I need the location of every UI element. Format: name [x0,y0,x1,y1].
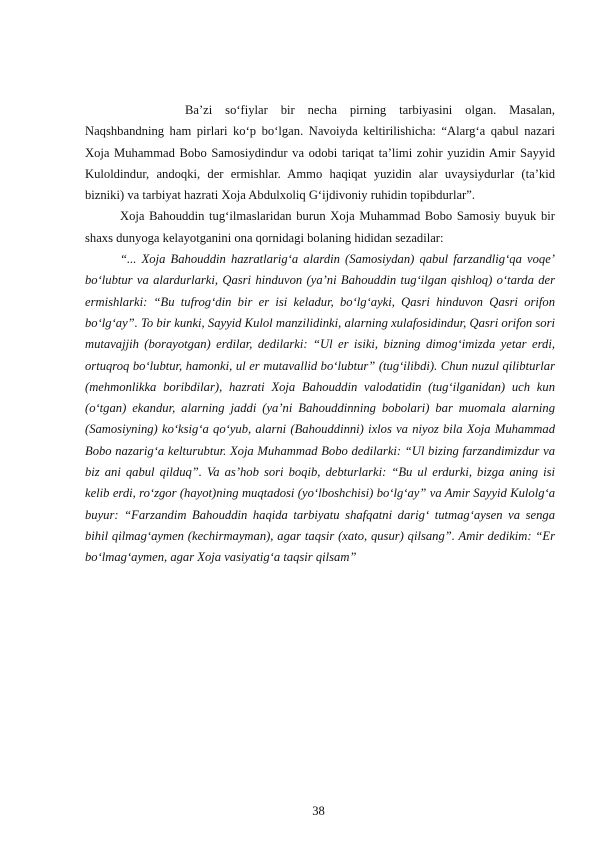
page-number: 38 [312,804,325,818]
body-text [85,100,555,569]
paragraph-2: Xoja Bahouddin tugʻilmaslaridan burun Xoja Muhammad Bobo Samosiy buyuk bir shaxs dunyoga kelayotganini ona qornidagi bolaning hididan sezadilar: [85,209,555,245]
paragraph-3-quote: “... Xoja Bahouddin hazratlarigʻa alardin (Samosiydan) qabul farzandligʻqa voqeʼ boʻlubtur va alardurlarki, Qasri hinduvon (yaʼni Bahouddin tugʻilgan qishloq) oʻtarda der ermishlarki: “Bu tufrogʻdin bir er isi keladur, boʻlgʻayki, Qasri hinduvon Qasri orifon boʻlgʻay”. To bir kunki, Sayyid Kulol manzilidinki, alarning xulafosidindur, Qasri orifon sori mutavajjih (borayotgan) erdilar, dedilarki: “Ul er isiki, bizning dimogʻimizda yetar erdi, ortuqroq boʻlubtur, hamonki, ul er mutavallid boʻlubtur” (tugʻilibdi). Chun nuzul qilibturlar (mehmonlikka boribdilar), hazrati Xoja Bahouddin valodatidin (tugʻilganidan) uch kun (oʻtgan) ekandur, alarning jaddi (yaʼni Bahouddinning bobolari) bar muomala alarning (Samosiyning) koʻksigʻa qoʻyub, alarni (Bahouddinni) ixlos va niyoz bila Xoja Muhammad Bobo nazarigʻa kelturubtur. Xoja Muhammad Bobo dedilarki: “Ul bizing farzandimizdur va biz ani qabul qilduq”. Va asʼhob sori boqib, debturlarki: “Bu ul erdurki, bizga aning isi kelib erdi, roʻzgor (hayot)ning muqtadosi (yoʻlboshchisi) boʻlgʻay” va Amir Sayyid Kulolgʻa buyur: “Farzandim Bahouddin haqida tarbiyatu shafqatni darigʻ tutmagʻaysen va senga bihil qilmagʻaymen (kechirmayman), agar taqsir (xato, qusur) qilsang”. Amir dedikim: “Er boʻlmagʻaymen, agar Xoja vasiyatigʻa taqsir qilsam” [85,252,555,565]
paragraph-1: Baʼzi soʻfiylar bir necha pirning tarbiyasini olgan. Masalan, Naqshbandning ham pirlari koʻp boʻlgan. Navoiyda keltirilishicha: “Alargʻa qabul nazari Xoja Muhammad Bobo Samosiydindur va odobi tariqat taʼlimi zohir yuzidin Amir Sayyid Kuloldindur, andoqki, der ermishlar. Ammo haqiqat yuzidin alar uvaysiydurlar (taʼkid bizniki) va tarbiyat hazrati Xoja Abdulxoliq Gʻijdivoniy ruhidin topibdurlar”. [85,103,555,203]
